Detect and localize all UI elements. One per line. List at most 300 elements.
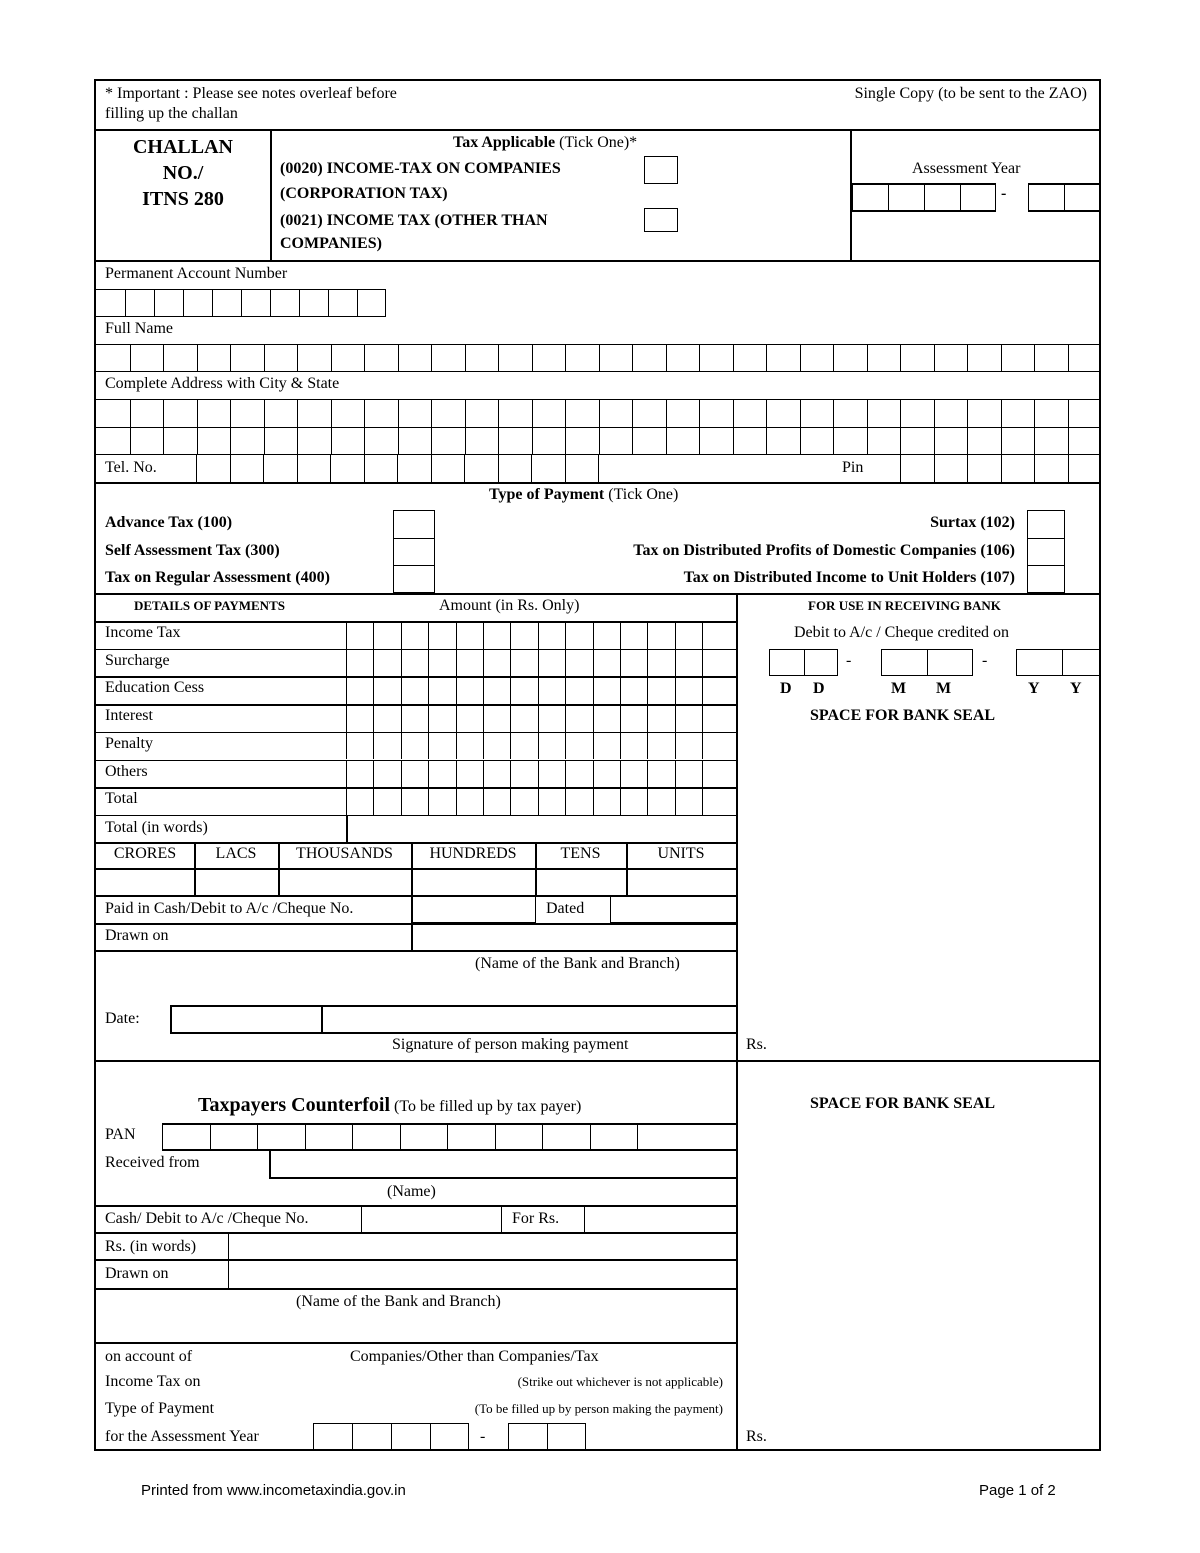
char-box[interactable]	[599, 345, 633, 371]
char-box[interactable]	[590, 1125, 638, 1149]
digit-box[interactable]	[565, 760, 592, 788]
counterfoil-bank-branch: (Name of the Bank and Branch)	[296, 1293, 501, 1310]
digit-box[interactable]	[483, 787, 510, 815]
digit-box[interactable]	[593, 732, 620, 760]
digit-box[interactable]	[538, 760, 565, 788]
char-box[interactable]	[431, 455, 465, 482]
distributed-profits-label: Tax on Distributed Profits of Domestic Companies (106)	[633, 542, 1015, 559]
char-box[interactable]	[230, 400, 264, 427]
detail-row-label: Others	[105, 762, 148, 780]
digit-box[interactable]	[346, 676, 373, 704]
digit-box[interactable]	[647, 787, 674, 815]
income-tax-on-label: Income Tax on	[105, 1373, 201, 1390]
char-box[interactable]	[632, 400, 666, 427]
digit-box[interactable]	[373, 621, 400, 649]
char-box[interactable]	[163, 427, 197, 454]
digit-box[interactable]	[510, 649, 537, 677]
char-box[interactable]	[833, 427, 867, 454]
digit-box[interactable]	[510, 787, 537, 815]
denomination-label: UNITS	[657, 845, 705, 862]
digit-box[interactable]	[538, 676, 565, 704]
char-box[interactable]	[130, 345, 164, 371]
digit-box[interactable]	[456, 621, 483, 649]
digit-box[interactable]	[675, 704, 702, 732]
amount-boxes[interactable]	[346, 676, 729, 704]
digit-box[interactable]	[538, 732, 565, 760]
digit-box[interactable]	[510, 621, 537, 649]
payment-type-left-boxes[interactable]	[393, 510, 435, 593]
option-0020-label: (0020) INCOME-TAX ON COMPANIES	[280, 160, 561, 177]
char-box[interactable]	[400, 1125, 448, 1149]
digit-box[interactable]	[483, 676, 510, 704]
digit-box[interactable]	[428, 760, 455, 788]
digit-box[interactable]	[675, 760, 702, 788]
denomination-label: LACS	[215, 845, 257, 862]
digit-box[interactable]	[401, 704, 428, 732]
char-box[interactable]	[297, 455, 331, 482]
char-box[interactable]	[197, 400, 231, 427]
digit-box[interactable]	[346, 649, 373, 677]
char-box[interactable]	[447, 1125, 495, 1149]
char-box[interactable]	[867, 400, 901, 427]
digit-box[interactable]	[510, 760, 537, 788]
digit-box[interactable]	[565, 649, 592, 677]
char-box[interactable]	[464, 455, 498, 482]
char-box[interactable]	[532, 345, 566, 371]
char-box[interactable]	[397, 455, 431, 482]
amount-boxes[interactable]	[346, 760, 729, 788]
digit-box[interactable]	[675, 787, 702, 815]
char-box[interactable]	[431, 345, 465, 371]
char-box[interactable]	[230, 345, 264, 371]
char-box[interactable]	[1034, 455, 1068, 482]
digit-box[interactable]	[346, 760, 373, 788]
assessment-year-separator: -	[1001, 185, 1007, 202]
char-box[interactable]	[532, 400, 566, 427]
char-box[interactable]	[733, 345, 767, 371]
received-from-field[interactable]	[269, 1151, 736, 1179]
char-box[interactable]	[465, 427, 499, 454]
digit-box[interactable]	[620, 621, 647, 649]
digit-box[interactable]	[401, 649, 428, 677]
bank-date-day[interactable]	[769, 649, 838, 676]
digit-box[interactable]	[620, 732, 647, 760]
char-box[interactable]	[733, 400, 767, 427]
date-letter: M	[891, 680, 907, 697]
char-box[interactable]	[531, 455, 565, 482]
char-box[interactable]	[162, 1125, 210, 1149]
char-box[interactable]	[230, 455, 264, 482]
signature-caption: Signature of person making payment	[392, 1036, 629, 1053]
char-box[interactable]	[331, 427, 365, 454]
digit-box[interactable]	[593, 676, 620, 704]
cheque-no-field[interactable]	[411, 895, 536, 923]
char-box[interactable]	[398, 345, 432, 371]
char-box[interactable]	[733, 427, 767, 454]
digit-box[interactable]	[675, 621, 702, 649]
char-box[interactable]	[364, 400, 398, 427]
amount-boxes[interactable]	[346, 621, 729, 649]
digit-box[interactable]	[702, 704, 729, 732]
char-box[interactable]	[800, 400, 834, 427]
char-box[interactable]	[637, 1125, 736, 1149]
char-box[interactable]	[666, 345, 700, 371]
counterfoil-pan-boxes[interactable]	[162, 1123, 736, 1151]
digit-box[interactable]	[593, 787, 620, 815]
char-box[interactable]	[197, 345, 231, 371]
char-box[interactable]	[867, 427, 901, 454]
char-box[interactable]	[699, 427, 733, 454]
total-words-field[interactable]	[348, 815, 736, 842]
digit-box[interactable]	[538, 649, 565, 677]
pan-boxes[interactable]	[96, 289, 386, 317]
char-box[interactable]	[465, 400, 499, 427]
date-letter: M	[936, 680, 952, 697]
digit-box[interactable]	[593, 649, 620, 677]
char-box[interactable]	[666, 400, 700, 427]
char-box[interactable]	[666, 427, 700, 454]
char-box[interactable]	[330, 455, 364, 482]
digit-box[interactable]	[401, 621, 428, 649]
char-box[interactable]	[364, 345, 398, 371]
char-box[interactable]	[263, 455, 297, 482]
char-box[interactable]	[800, 345, 834, 371]
char-box[interactable]	[833, 345, 867, 371]
char-box[interactable]	[264, 345, 298, 371]
char-box[interactable]	[766, 427, 800, 454]
denomination-field[interactable]	[628, 869, 735, 894]
digit-box[interactable]	[456, 787, 483, 815]
char-box[interactable]	[900, 455, 934, 482]
char-box[interactable]	[264, 427, 298, 454]
counterfoil-cheque-field[interactable]	[361, 1205, 502, 1233]
char-box[interactable]	[197, 427, 231, 454]
char-box[interactable]	[900, 400, 934, 427]
denomination-field[interactable]	[537, 869, 625, 894]
amount-boxes[interactable]	[346, 704, 729, 732]
digit-box[interactable]	[675, 649, 702, 677]
digit-box[interactable]	[538, 621, 565, 649]
digit-box[interactable]	[373, 649, 400, 677]
digit-box[interactable]	[483, 704, 510, 732]
digit-box[interactable]	[702, 787, 729, 815]
digit-box[interactable]	[593, 760, 620, 788]
char-box[interactable]	[297, 427, 331, 454]
char-box[interactable]	[565, 400, 599, 427]
divider	[1028, 210, 1101, 212]
char-box[interactable]	[163, 345, 197, 371]
char-box[interactable]	[257, 1125, 305, 1149]
date-letter: Y	[1070, 680, 1082, 697]
char-box[interactable]	[934, 400, 968, 427]
option-0021-checkbox[interactable]	[644, 208, 678, 232]
bank-rs-label: Rs.	[746, 1036, 767, 1053]
distributed-income-checkbox[interactable]	[1028, 566, 1064, 591]
digit-box[interactable]	[702, 732, 729, 760]
char-box[interactable]	[699, 400, 733, 427]
full-name-boxes[interactable]	[96, 344, 1101, 372]
digit-box[interactable]	[538, 787, 565, 815]
char-box[interactable]	[967, 345, 1001, 371]
digit-box[interactable]	[428, 649, 455, 677]
char-box[interactable]	[565, 455, 599, 482]
option-0020-checkbox[interactable]	[644, 156, 678, 184]
counterfoil-ay-start[interactable]	[313, 1423, 469, 1451]
digit-box[interactable]	[565, 732, 592, 760]
char-box[interactable]	[1034, 427, 1068, 454]
char-box[interactable]	[96, 400, 130, 427]
tel-pin-boxes[interactable]	[96, 455, 1101, 482]
advance-tax-checkbox[interactable]	[394, 511, 434, 539]
details-heading: DETAILS OF PAYMENTS	[134, 598, 285, 613]
char-box[interactable]	[331, 345, 365, 371]
digit-box[interactable]	[620, 787, 647, 815]
char-box[interactable]	[130, 427, 164, 454]
char-box[interactable]	[495, 1125, 543, 1149]
char-box[interactable]	[498, 455, 532, 482]
for-rs-field[interactable]	[584, 1205, 736, 1233]
digit-box[interactable]	[373, 676, 400, 704]
digit-box[interactable]	[565, 621, 592, 649]
bank-date-year[interactable]	[1016, 649, 1101, 676]
digit-box[interactable]	[593, 621, 620, 649]
digit-box[interactable]	[675, 676, 702, 704]
digit-box[interactable]	[510, 676, 537, 704]
digit-box[interactable]	[456, 676, 483, 704]
digit-box[interactable]	[428, 732, 455, 760]
char-box[interactable]	[1068, 345, 1102, 371]
detail-row-label: Interest	[105, 707, 153, 725]
divider	[96, 868, 736, 870]
digit-box[interactable]	[428, 787, 455, 815]
char-box[interactable]	[766, 345, 800, 371]
digit-box[interactable]	[647, 732, 674, 760]
amount-boxes[interactable]	[346, 649, 729, 677]
digit-box[interactable]	[702, 676, 729, 704]
char-box[interactable]	[352, 1125, 400, 1149]
char-box[interactable]	[1001, 345, 1035, 371]
char-box[interactable]	[498, 400, 532, 427]
char-box[interactable]	[1034, 400, 1068, 427]
char-box[interactable]	[264, 400, 298, 427]
digit-box[interactable]	[483, 732, 510, 760]
char-box[interactable]	[632, 345, 666, 371]
challan-form	[94, 79, 1101, 1451]
char-box[interactable]	[297, 400, 331, 427]
char-box[interactable]	[305, 1125, 353, 1149]
digit-box[interactable]	[620, 649, 647, 677]
char-box[interactable]	[1068, 427, 1102, 454]
char-box[interactable]	[599, 400, 633, 427]
char-box[interactable]	[934, 427, 968, 454]
debit-label: Debit to A/c / Cheque credited on	[794, 624, 1010, 641]
digit-box[interactable]	[620, 760, 647, 788]
assessment-year-label-cf: for the Assessment Year	[105, 1428, 259, 1445]
digit-box[interactable]	[373, 732, 400, 760]
char-box[interactable]	[867, 345, 901, 371]
char-box[interactable]	[632, 427, 666, 454]
digit-box[interactable]	[620, 704, 647, 732]
char-box[interactable]	[1068, 400, 1102, 427]
counterfoil-ay-end[interactable]	[508, 1423, 586, 1451]
digit-box[interactable]	[428, 676, 455, 704]
char-box[interactable]	[900, 345, 934, 371]
bank-date-month[interactable]	[881, 649, 973, 676]
copy-note: Single Copy (to be sent to the ZAO)	[854, 85, 1087, 102]
divider	[852, 210, 996, 212]
digit-box[interactable]	[346, 621, 373, 649]
char-box[interactable]	[210, 1125, 258, 1149]
char-box[interactable]	[967, 455, 1001, 482]
digit-box[interactable]	[401, 676, 428, 704]
char-box[interactable]	[532, 427, 566, 454]
detail-row-label: Income Tax	[105, 624, 181, 641]
char-box[interactable]	[398, 427, 432, 454]
digit-box[interactable]	[456, 649, 483, 677]
digit-box[interactable]	[456, 704, 483, 732]
char-box[interactable]	[230, 427, 264, 454]
digit-box[interactable]	[483, 621, 510, 649]
digit-box[interactable]	[702, 760, 729, 788]
counterfoil-bank-seal: SPACE FOR BANK SEAL	[810, 1095, 996, 1112]
rs-words-field[interactable]	[228, 1232, 736, 1260]
digit-box[interactable]	[428, 704, 455, 732]
char-box[interactable]	[967, 427, 1001, 454]
char-box[interactable]	[565, 345, 599, 371]
char-box[interactable]	[1068, 455, 1102, 482]
pin-label: Pin	[842, 459, 864, 476]
self-assessment-checkbox[interactable]	[394, 539, 434, 566]
dated-label: Dated	[546, 900, 585, 917]
char-box[interactable]	[1001, 455, 1035, 482]
amount-boxes[interactable]	[346, 732, 729, 760]
char-box[interactable]	[800, 427, 834, 454]
char-box[interactable]	[542, 1125, 590, 1149]
char-box[interactable]	[967, 400, 1001, 427]
payment-type-right-boxes[interactable]	[1027, 510, 1065, 593]
digit-box[interactable]	[593, 704, 620, 732]
regular-assessment-label: Tax on Regular Assessment (400)	[105, 569, 330, 586]
char-box[interactable]	[163, 400, 197, 427]
digit-box[interactable]	[346, 704, 373, 732]
printed-from: Printed from www.incometaxindia.gov.in	[141, 1482, 406, 1499]
denomination-field[interactable]	[98, 869, 193, 894]
char-box[interactable]	[431, 400, 465, 427]
counterfoil-pan-label: PAN	[105, 1126, 136, 1143]
digit-box[interactable]	[373, 760, 400, 788]
digit-box[interactable]	[702, 649, 729, 677]
digit-box[interactable]	[647, 649, 674, 677]
digit-box[interactable]	[346, 732, 373, 760]
char-box[interactable]	[599, 427, 633, 454]
digit-box[interactable]	[483, 649, 510, 677]
char-box[interactable]	[498, 345, 532, 371]
digit-box[interactable]	[401, 760, 428, 788]
char-box[interactable]	[364, 455, 398, 482]
denomination-field[interactable]	[196, 869, 277, 894]
surtax-checkbox[interactable]	[1028, 511, 1064, 539]
self-assessment-label: Self Assessment Tax (300)	[105, 542, 280, 559]
char-box[interactable]	[1034, 345, 1068, 371]
type-of-payment-label: Type of Payment	[105, 1400, 215, 1417]
bank-date-separator-2: -	[982, 652, 988, 669]
char-box[interactable]	[934, 345, 968, 371]
char-box[interactable]	[766, 400, 800, 427]
char-box[interactable]	[431, 427, 465, 454]
digit-box[interactable]	[373, 787, 400, 815]
char-box[interactable]	[297, 345, 331, 371]
char-box[interactable]	[699, 345, 733, 371]
digit-box[interactable]	[346, 787, 373, 815]
digit-box[interactable]	[456, 732, 483, 760]
char-box[interactable]	[1001, 400, 1035, 427]
date-signature-field[interactable]	[170, 1005, 736, 1034]
counterfoil-ay-separator: -	[480, 1428, 486, 1445]
digit-box[interactable]	[702, 621, 729, 649]
char-box[interactable]	[565, 427, 599, 454]
rs-words-label: Rs. (in words)	[105, 1238, 197, 1255]
drawn-on-field[interactable]	[412, 924, 736, 951]
char-box[interactable]	[934, 455, 968, 482]
char-box[interactable]	[465, 345, 499, 371]
char-box[interactable]	[398, 400, 432, 427]
digit-box[interactable]	[647, 676, 674, 704]
drawn-on-label: Drawn on	[105, 927, 169, 944]
digit-box[interactable]	[428, 621, 455, 649]
digit-box[interactable]	[510, 704, 537, 732]
char-box[interactable]	[96, 427, 130, 454]
assessment-year-end[interactable]	[1028, 184, 1101, 211]
dated-field[interactable]	[610, 895, 736, 923]
digit-box[interactable]	[538, 704, 565, 732]
digit-box[interactable]	[565, 787, 592, 815]
counterfoil-drawn-on-field[interactable]	[228, 1260, 736, 1288]
char-box[interactable]	[833, 400, 867, 427]
digit-box[interactable]	[565, 676, 592, 704]
name-caption: (Name)	[387, 1183, 436, 1200]
assessment-year-start[interactable]	[852, 184, 996, 211]
char-box[interactable]	[130, 400, 164, 427]
amount-boxes[interactable]	[346, 787, 729, 815]
digit-box[interactable]	[647, 760, 674, 788]
char-box[interactable]	[498, 427, 532, 454]
regular-assessment-checkbox[interactable]	[394, 566, 434, 591]
digit-box[interactable]	[620, 676, 647, 704]
digit-box[interactable]	[647, 621, 674, 649]
digit-box[interactable]	[510, 732, 537, 760]
char-box[interactable]	[1001, 427, 1035, 454]
digit-box[interactable]	[565, 704, 592, 732]
char-box[interactable]	[900, 427, 934, 454]
challan-no: NO./	[162, 162, 204, 184]
digit-box[interactable]	[456, 760, 483, 788]
char-box[interactable]	[364, 427, 398, 454]
digit-box[interactable]	[373, 704, 400, 732]
digit-box[interactable]	[647, 704, 674, 732]
denomination-field[interactable]	[280, 869, 410, 894]
char-box[interactable]	[196, 455, 230, 482]
digit-box[interactable]	[483, 760, 510, 788]
address-boxes-line1[interactable]	[96, 399, 1101, 428]
digit-box[interactable]	[675, 732, 702, 760]
distributed-profits-checkbox[interactable]	[1028, 539, 1064, 566]
digit-box[interactable]	[401, 732, 428, 760]
address-boxes-line2[interactable]	[96, 427, 1101, 455]
denomination-field[interactable]	[413, 869, 534, 894]
digit-box[interactable]	[401, 787, 428, 815]
char-box[interactable]	[96, 345, 130, 371]
char-box[interactable]	[331, 400, 365, 427]
